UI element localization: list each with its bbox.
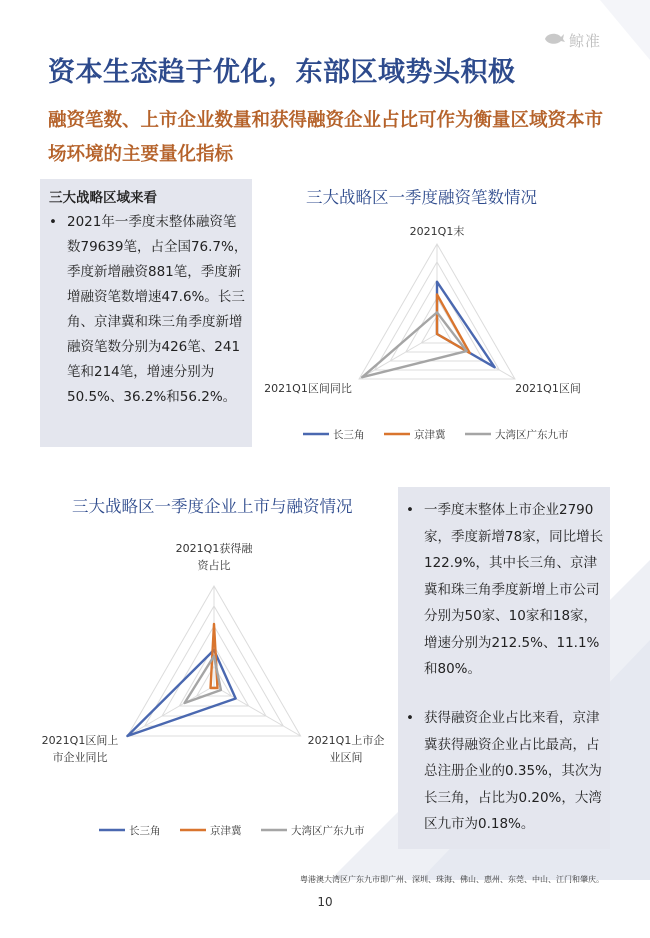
left-bullet-text: 2021年一季度末整体融资笔数79639笔，占全国76.7%，季度新增融资881笔，季度新增融资笔数增速47.6%。长三角、京津冀和珠三角季度新增融资笔数分别为426笔、241笔和214笔，增速分别为50.5%、36.2%和56.2%。 [67, 214, 248, 405]
radar-axis-label: 市企业同比 [52, 751, 108, 764]
right-bullet-text-2: 获得融资企业占比来看，京津冀获得融资企业占比最高，占总注册企业的0.35%，其次为长三角，占比为0.20%，大湾区九市为0.18%。 [424, 710, 602, 832]
legend-label: 京津冀 [210, 825, 242, 837]
legend-label: 京津冀 [414, 429, 446, 441]
bullet-marker: • [406, 502, 414, 518]
brand-name: 鲸准 [569, 31, 602, 50]
radar-axis-label: 业区间 [329, 751, 363, 764]
page-subtitle: 融资笔数、上市企业数量和获得融资企业占比可作为衡量区域资本市场环境的主要量化指标 [48, 110, 604, 165]
chart-2-title: 三大战略区一季度企业上市与融资情况 [72, 497, 353, 516]
radar-axis-label: 2021Q1上市企 [307, 734, 385, 747]
radar-axis-label: 2021Q1末 [409, 225, 465, 238]
radar-axis-label: 2021Q1区间 [515, 382, 581, 395]
radar-spoke [359, 334, 437, 379]
left-panel-heading: 三大战略区域来看 [49, 190, 157, 206]
chart-1-radar [258, 212, 588, 452]
brand-logo [543, 26, 623, 54]
footnote: 粤港澳大湾区广东九市即广州、深圳、珠海、佛山、惠州、东莞、中山、江门和肇庆。 [300, 875, 604, 884]
radar-axis-label: 2021Q1获得融 [175, 542, 253, 555]
radar-axis-label: 2021Q1区间同比 [264, 382, 352, 395]
legend-label: 大湾区广东九市 [291, 825, 365, 837]
legend-label: 大湾区广东九市 [495, 429, 569, 441]
right-bullet-2 [406, 705, 606, 838]
legend-label: 长三角 [333, 429, 365, 441]
legend-label: 长三角 [129, 825, 161, 837]
radar-axis-label: 资占比 [197, 559, 231, 572]
page-title: 资本生态趋于优化，东部区域势头积极 [48, 57, 516, 88]
radar-spoke [214, 686, 301, 736]
chart-2-radar [34, 532, 404, 842]
whale-icon [543, 30, 565, 50]
radar-axis-label: 2021Q1区间上 [41, 734, 119, 747]
right-bullet-text-1: 一季度末整体上市企业2790家，季度新增78家，同比增长122.9%，其中长三角、京津冀和珠三角季度新增上市公司分别为50家、10家和18家，增速分别为212.5%、11.1%和80%。 [424, 502, 604, 677]
chart-1-title: 三大战略区一季度融资笔数情况 [306, 188, 537, 207]
right-bullet-1 [406, 497, 606, 683]
page-number: 10 [317, 895, 333, 909]
left-bullet [49, 210, 249, 410]
bullet-marker: • [406, 710, 414, 726]
bullet-marker: • [49, 214, 57, 230]
